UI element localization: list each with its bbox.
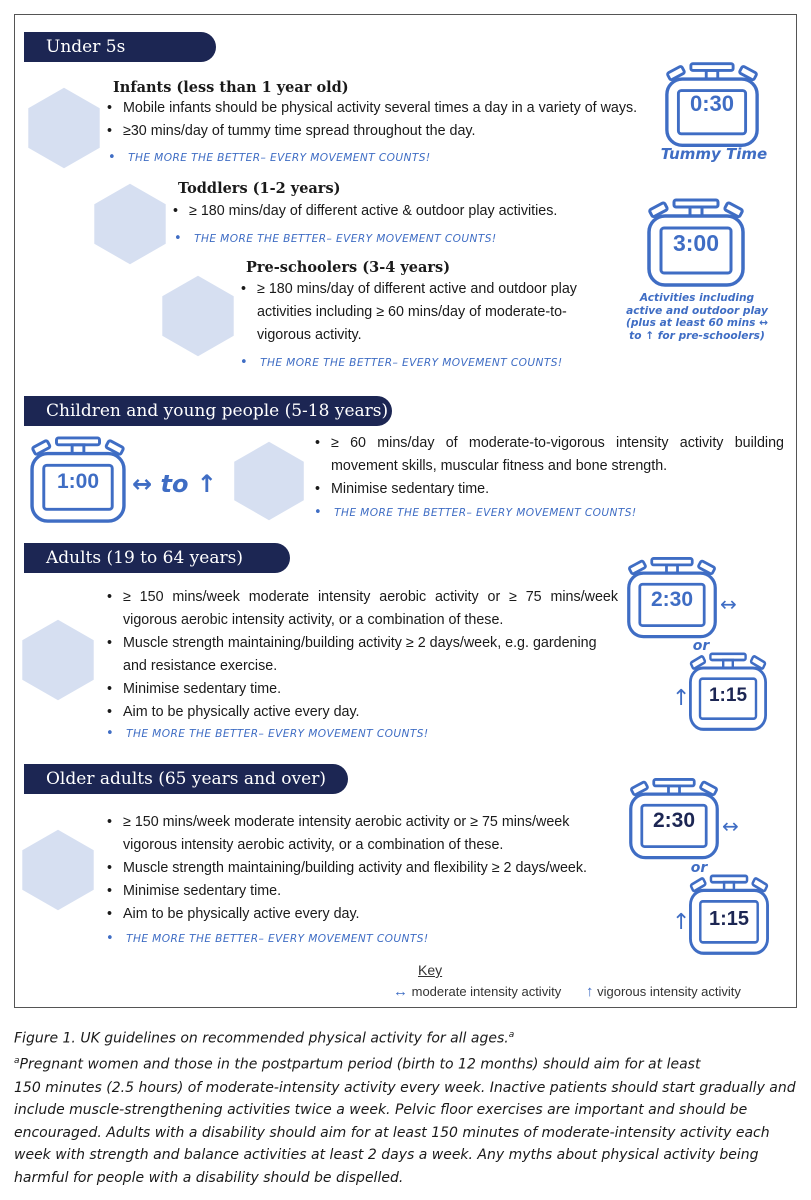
stopwatch-icon: [626, 556, 718, 640]
moderate-to-vigorous-symbol: ↔ to ↑: [132, 470, 217, 498]
list-item: • ≥ 180 mins/day of different active and outdoor play activities including ≥ 60 mins/day of moderate-to-vigorous activity.: [240, 278, 592, 347]
children-note: • THE MORE THE BETTER– EVERY MOVEMENT COUNTS!: [314, 505, 637, 520]
toddlers-bullets: [172, 200, 642, 223]
caption-title: Figure 1. UK guidelines on recommended physical activity for all ages.$^a$: [14, 1030, 515, 1047]
list-item: • ≥ 150 mins/week moderate intensity aerobic activity or ≥ 75 mins/week vigorous intensity aerobic activity, or a combination of these.: [106, 811, 618, 857]
vigorous-arrow-icon: ↑: [586, 983, 594, 1000]
caption-footnote: $^a$Pregnant women and those in the postpartum period (birth to 12 months) should aim for at least 150 minutes (2.5 hours) of moderate-intensity activity every week. Inactive patients should start gradually and include muscle-strengthening activities twice a week. Pelvic floor exercises are important and should be encouraged. Adults with a disability should aim for at least 150 minutes of moderate-intensity activity each week with strength and balance activities at least 2 days a week. Any myths about physical activity being harmful for people with a disability should be dispelled.: [14, 1056, 796, 1186]
key-title: Key: [418, 962, 443, 978]
toddlers-heading: Toddlers (1-2 years): [178, 180, 341, 197]
stopwatch-icon: [628, 776, 720, 862]
preschoolers-bullets: [240, 278, 592, 347]
infants-timer-value: 0:30: [689, 91, 735, 116]
adults-bullets: [106, 586, 618, 724]
preschoolers-heading: Pre-schoolers (3-4 years): [246, 259, 451, 276]
key-vigorous: [586, 983, 741, 1000]
section-title-under5: Under 5s: [24, 32, 216, 62]
older-timer-moderate: 2:30: [652, 809, 696, 832]
hexagon-icon: [160, 274, 236, 358]
list-item: • Muscle strength maintaining/building activity and flexibility ≥ 2 days/week.: [106, 857, 618, 880]
key-vigorous-label: vigorous intensity activity: [597, 984, 741, 999]
section-title-children: Children and young people (5-18 years): [24, 396, 392, 426]
adults-timer-vigorous: 1:15: [708, 685, 748, 706]
list-item: • ≥ 60 mins/day of moderate-to-vigorous intensity activity building movement skills, muscular fitness and bone strength.: [314, 432, 784, 478]
stopwatch-icon: [28, 436, 128, 524]
hexagon-icon: [92, 182, 168, 266]
moderate-symbol: ↔: [720, 592, 737, 616]
infants-heading: Infants (less than 1 year old): [113, 79, 349, 96]
list-item: • Minimise sedentary time.: [106, 880, 618, 903]
older-timer-vigorous: 1:15: [708, 908, 750, 930]
hexagon-icon: [232, 440, 306, 522]
infants-bullets: [106, 97, 646, 143]
key-moderate-label: moderate intensity activity: [411, 984, 562, 999]
hexagon-icon: [20, 828, 96, 912]
stopwatch-icon: [688, 652, 768, 732]
moderate-symbol: ↔: [722, 814, 739, 838]
list-item: • Aim to be physically active every day.: [106, 903, 618, 926]
list-item: • ≥30 mins/day of tummy time spread throughout the day.: [106, 120, 646, 143]
toddlers-timer-value: 3:00: [672, 230, 720, 256]
tummy-time-caption: Tummy Time: [660, 145, 768, 163]
adults-note: • THE MORE THE BETTER– EVERY MOVEMENT COUNTS!: [106, 726, 429, 741]
or-label: or: [690, 860, 708, 876]
stopwatch-icon: [646, 196, 746, 290]
stopwatch-icon: [664, 60, 760, 150]
adults-timer-moderate: 2:30: [650, 588, 694, 611]
list-item: • ≥ 150 mins/week moderate intensity aerobic activity or ≥ 75 mins/week vigorous aerobic intensity activity, or a combination of these.: [106, 586, 618, 632]
figure-caption: [14, 1024, 804, 1189]
toddlers-note: • THE MORE THE BETTER– EVERY MOVEMENT COUNTS!: [174, 231, 497, 246]
vigorous-symbol: ↑: [672, 910, 691, 935]
children-bullets: [314, 432, 784, 501]
preschool-timer-caption: Activities including active and outdoor play (plus at least 60 mins ↔ to ↑ for pre-schoolers): [625, 292, 769, 342]
section-title-older: Older adults (65 years and over): [24, 764, 348, 794]
list-item: • Minimise sedentary time.: [106, 678, 618, 701]
or-label: or: [692, 638, 710, 654]
older-note: • THE MORE THE BETTER– EVERY MOVEMENT COUNTS!: [106, 931, 429, 946]
infants-note: • THE MORE THE BETTER– EVERY MOVEMENT COUNTS!: [108, 150, 431, 165]
vigorous-symbol: ↑: [672, 686, 691, 711]
hexagon-icon: [26, 86, 102, 170]
moderate-arrow-icon: ↔: [393, 983, 408, 1000]
list-item: • Minimise sedentary time.: [314, 478, 784, 501]
key-moderate: [393, 983, 561, 1000]
list-item: • ≥ 180 mins/day of different active & outdoor play activities.: [172, 200, 642, 223]
list-item: • Aim to be physically active every day.: [106, 701, 618, 724]
list-item: • Muscle strength maintaining/building activity ≥ 2 days/week, e.g. gardening and resistance exercise.: [106, 632, 618, 678]
children-timer-value: 1:00: [56, 470, 100, 493]
stopwatch-icon: [688, 874, 770, 956]
list-item: • Mobile infants should be physical activity several times a day in a variety of ways.: [106, 97, 646, 120]
older-bullets: [106, 811, 618, 926]
section-title-adults: Adults (19 to 64 years): [24, 543, 290, 573]
preschoolers-note: • THE MORE THE BETTER– EVERY MOVEMENT COUNTS!: [240, 355, 563, 370]
hexagon-icon: [20, 618, 96, 702]
